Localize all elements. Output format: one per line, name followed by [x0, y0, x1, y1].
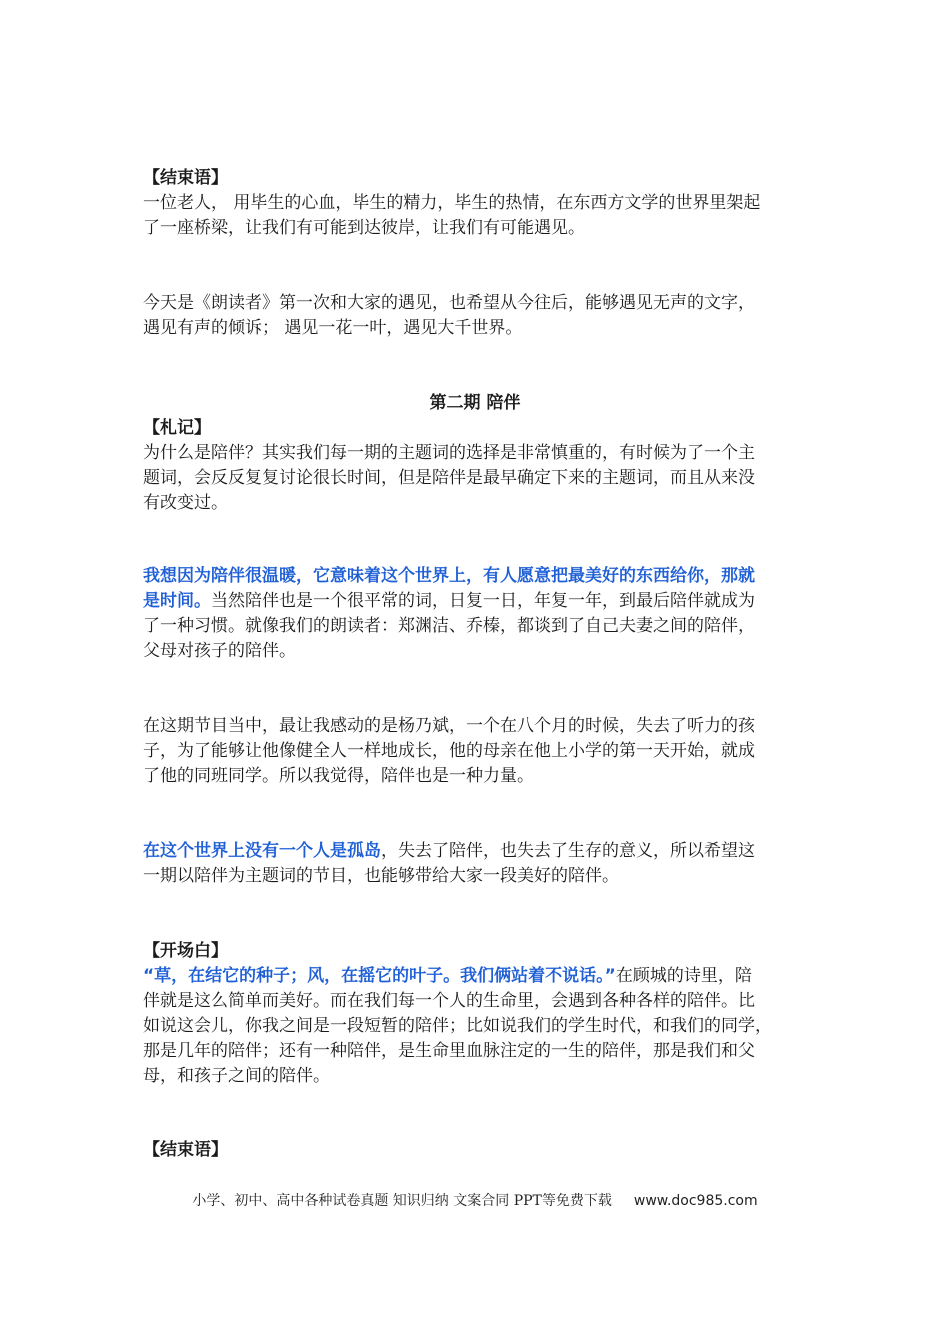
text-line: 如说这会儿，你我之间是一段短暂的陪伴；比如说我们的学生时代，和我们的同学，: [143, 1016, 772, 1036]
text-line: 有改变过。: [143, 493, 228, 513]
text-line: 题词，会反反复复讨论很长时间，但是陪伴是最早确定下来的主题词，而且从来没: [143, 468, 755, 488]
text-line: 父母对孩子的陪伴。: [143, 641, 296, 661]
episode-title: 第二期 陪伴: [429, 393, 521, 413]
paragraph: [143, 564, 813, 664]
text-line: 为什么是陪伴？其实我们每一期的主题词的选择是非常慎重的，有时候为了一个主: [143, 443, 755, 463]
opening-section: [143, 939, 813, 1089]
paragraph: [143, 291, 813, 341]
highlighted-text: 我想因为陪伴很温暖，它意味着这个世界上，有人愿意把最美好的东西给你，那就: [143, 566, 755, 586]
text-line: 遇见有声的倾诉； 遇见一花一叶，遇见大千世界。: [143, 318, 523, 338]
text-line: 子，为了能够让他像健全人一样地成长，他的母亲在他上小学的第一天开始，就成: [143, 741, 755, 761]
page-footer: [0, 1190, 950, 1212]
text-line: 了一种习惯。就像我们的朗读者：郑渊洁、乔榛，都谈到了自己夫妻之间的陪伴，: [143, 616, 755, 636]
text-line: 一期以陪伴为主题词的节目，也能够带给大家一段美好的陪伴。: [143, 866, 619, 886]
section-heading: 【开场白】: [143, 941, 228, 961]
paragraph: [143, 714, 813, 789]
text-span: 在顾城的诗里，陪: [615, 966, 752, 986]
text-line: 母，和孩子之间的陪伴。: [143, 1066, 330, 1086]
text-line: 一位老人， 用毕生的心血，毕生的精力，毕生的热情，在东西方文学的世界里架起: [143, 193, 761, 213]
section-heading: 【札记】: [143, 418, 211, 438]
footer-text: 小学、初中、高中各种试卷真题 知识归纳 文案合同 PPT等免费下载: [192, 1193, 612, 1209]
text-line: [143, 964, 813, 989]
notes-section: [143, 416, 813, 516]
text-line: 在这期节目当中，最让我感动的是杨乃斌，一个在八个月的时候，失去了听力的孩: [143, 716, 755, 736]
text-line: 那是几年的陪伴；还有一种陪伴，是生命里血脉注定的一生的陪伴，那是我们和父: [143, 1041, 755, 1061]
section-heading: 【结束语】: [143, 168, 228, 188]
text-span: ，失去了陪伴，也失去了生存的意义，所以希望这: [381, 841, 755, 861]
section-heading: 【结束语】: [143, 1140, 228, 1160]
text-line: 今天是《朗读者》第一次和大家的遇见，也希望从今往后，能够遇见无声的文字，: [143, 293, 755, 313]
footer-url: www.doc985.com: [633, 1193, 758, 1209]
closing-remarks-section: [143, 166, 813, 241]
text-line: [143, 839, 813, 864]
text-line: 伴就是这么简单而美好。而在我们每一个人的生命里，会遇到各种各样的陪伴。比: [143, 991, 755, 1011]
closing-section: [143, 1138, 813, 1163]
text-line: 了一座桥梁，让我们有可能到达彼岸，让我们有可能遇见。: [143, 218, 585, 238]
highlighted-text: 在这个世界上没有一个人是孤岛: [143, 841, 381, 861]
highlighted-text: 是时间。: [143, 591, 211, 611]
text-line: [143, 589, 813, 614]
text-line: 了他的同班同学。所以我觉得，陪伴也是一种力量。: [143, 766, 534, 786]
text-span: 当然陪伴也是一个很平常的词，日复一日，年复一年，到最后陪伴就成为: [211, 591, 755, 611]
highlighted-quote: “草，在结它的种子；风，在摇它的叶子。我们俩站着不说话。”: [143, 966, 616, 986]
paragraph: [143, 839, 813, 889]
